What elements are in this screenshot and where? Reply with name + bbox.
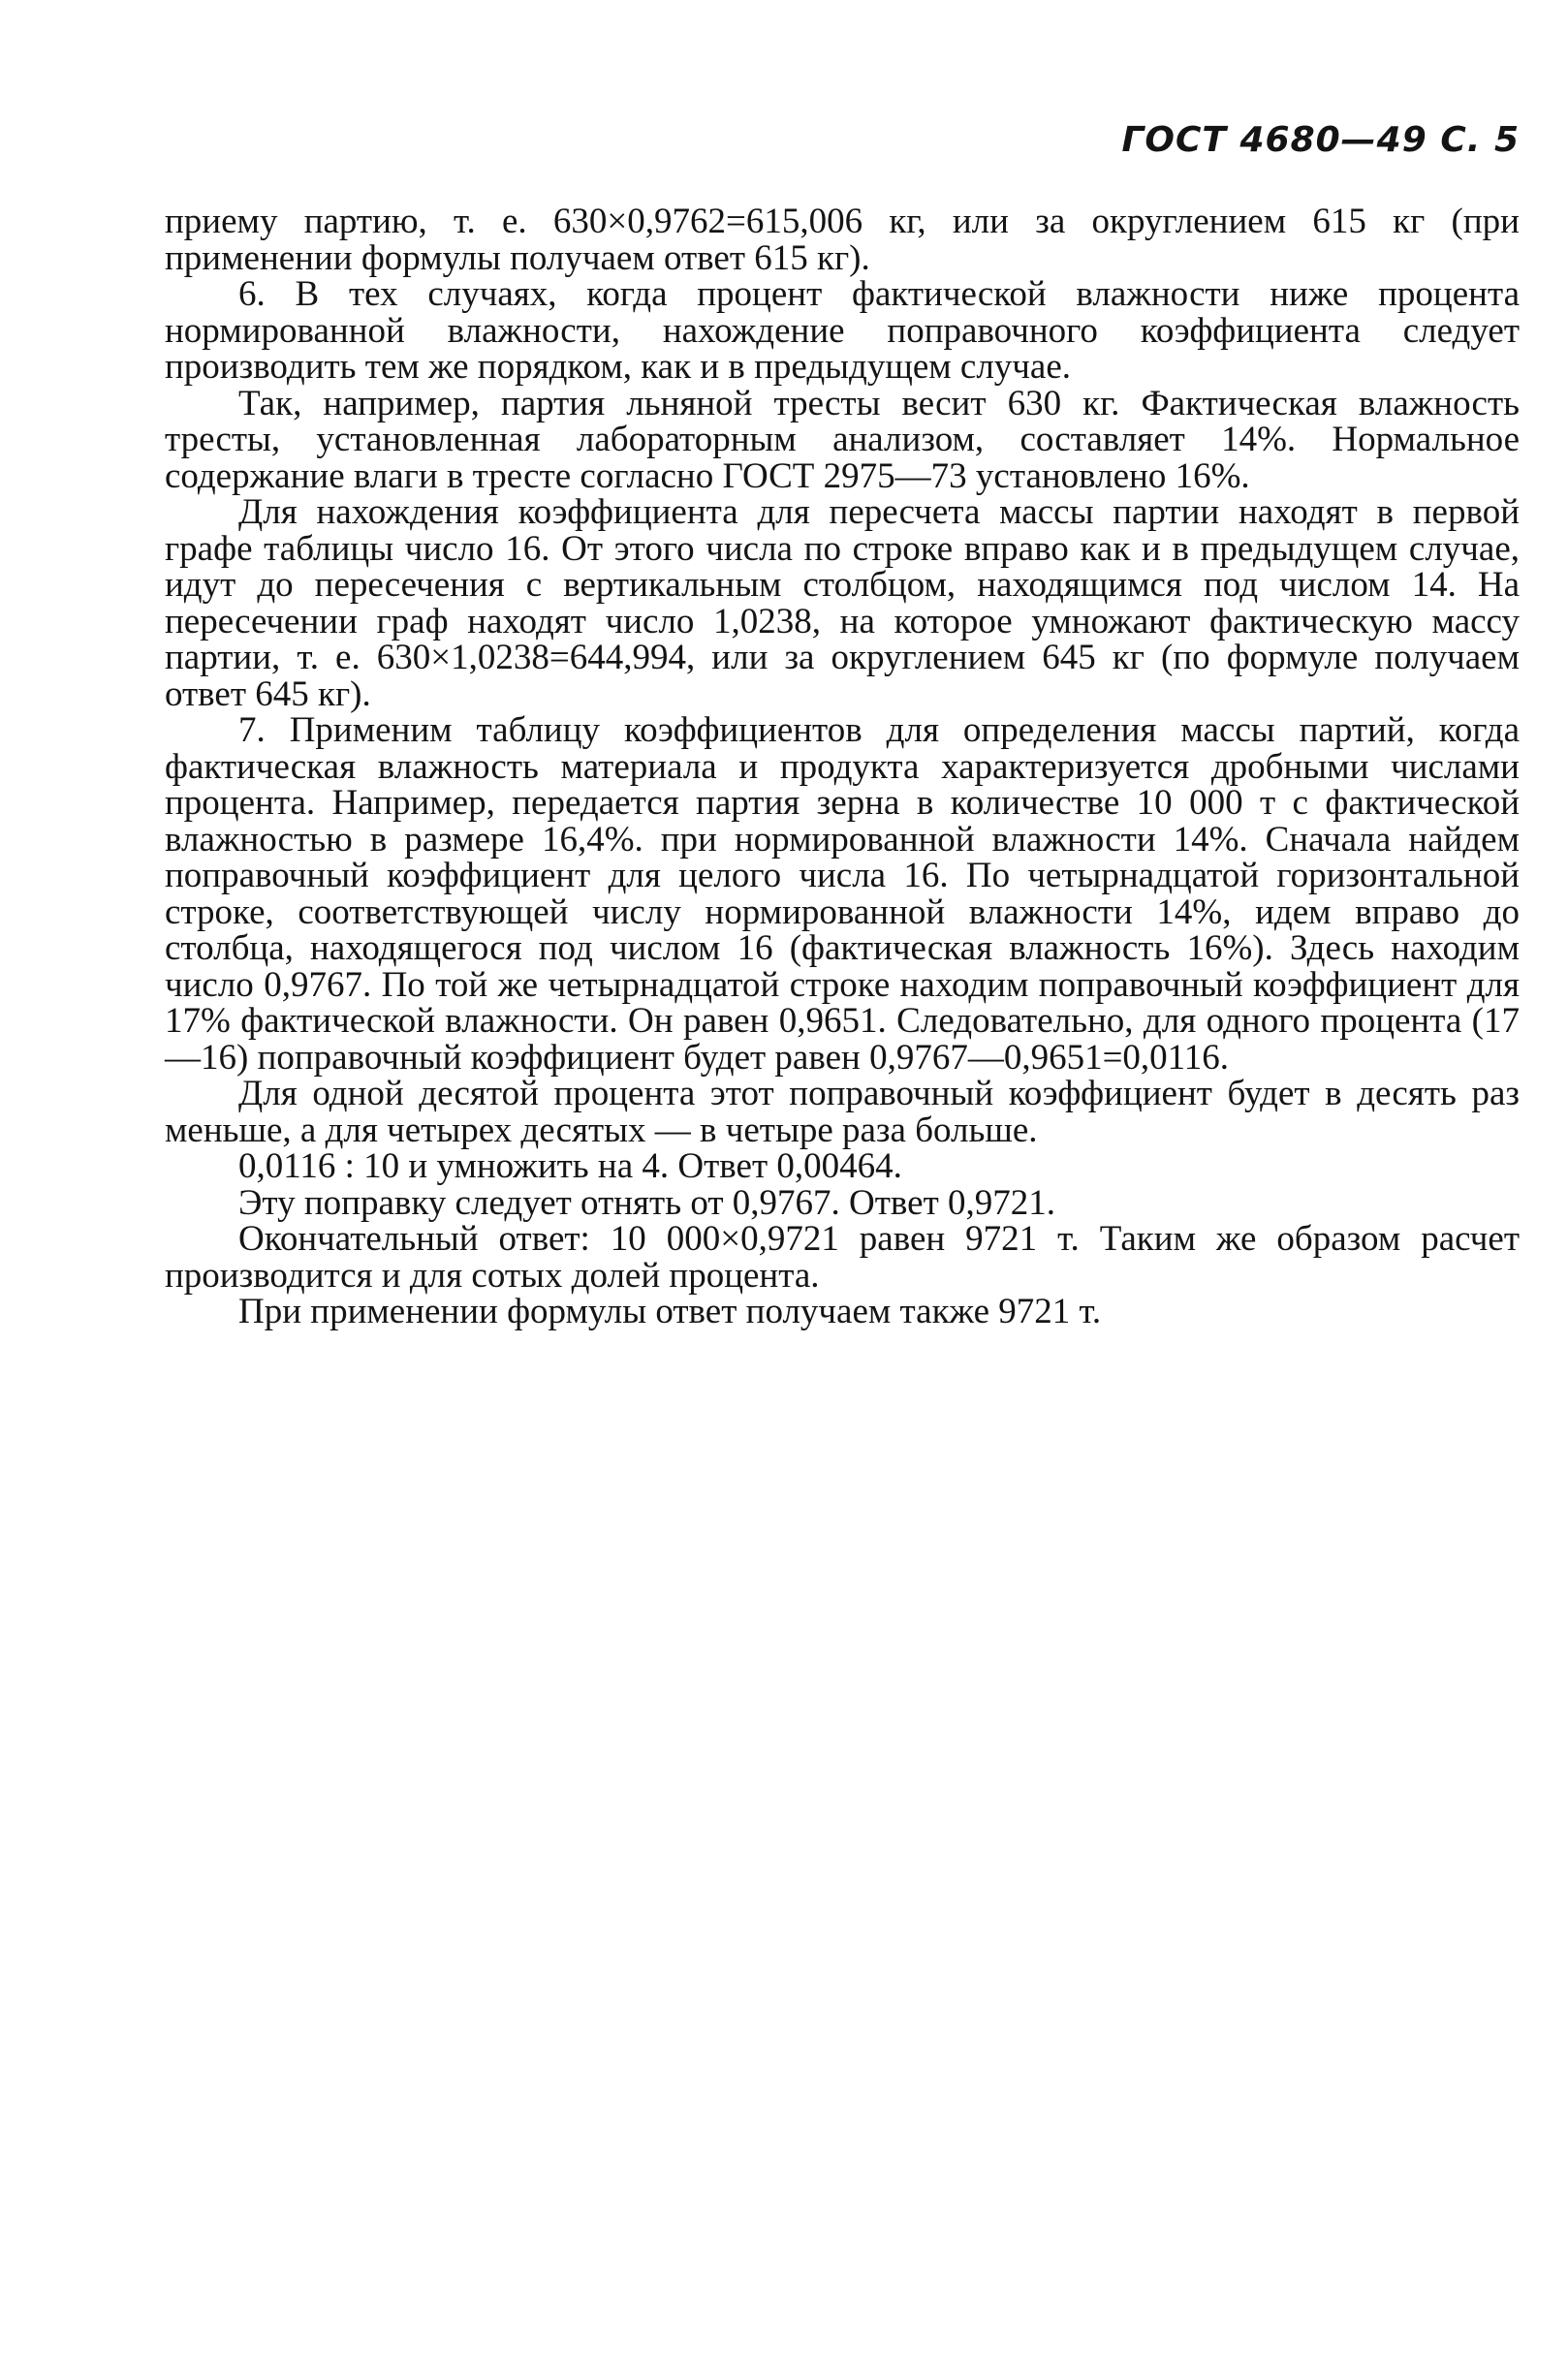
document-body — [165, 203, 1520, 1330]
paragraph-coefficient-lookup: Для нахождения коэффициента для пересчета массы партии находят в первой графе таблицы число 16. От этого числа по строке вправо как и в предыдущем случае, идут до пересечения с вертикальным столбцом, находящимся под числом 14. На пересечении граф находят число 1,0238, на которое умножают фактическую массу партии, т. е. 630×1,0238=644,994, или за округлением 645 кг (по формуле получаем ответ 645 кг). — [165, 492, 1520, 714]
paragraph-item-6: 6. В тех случаях, когда процент фактической влажности ниже процента нормированной влажности, нахождение поправочного коэффициента следует производить тем же порядком, как и в предыдущем случае. — [165, 274, 1520, 387]
paragraph-tenth-percent: Для одной десятой процента этот поправочный коэффициент будет в десять раз меньше, а для четырех десятых — в четыре раза больше. — [165, 1074, 1520, 1150]
paragraph-calculation: 0,0116 : 10 и умножить на 4. Ответ 0,00464. — [238, 1146, 902, 1186]
page-header: ГОСТ 4680—49 С. 5 — [1121, 120, 1520, 160]
paragraph-formula-answer: При применении формулы ответ получаем также 9721 т. — [238, 1292, 1102, 1331]
paragraph-item-7: 7. Применим таблицу коэффициентов для определения массы партий, когда фактическая влажность материала и продукта характеризуется дробными числами процента. Например, передается партия зерна в количестве 10 000 т с фактической влажностью в размере 16,4%. при нормированной влажности 14%. Сначала найдем поправочный коэффициент для целого числа 16. По четырнадцатой горизонтальной строке, соответствующей числу нормированной влажности 14%, идем вправо до столбца, находящегося под числом 16 (фактическая влажность 16%). Здесь находим число 0,9767. По той же четырнадцатой строке находим поправочный коэффициент для 17% фактической влажности. Он равен 0,9651. Следовательно, для одного процента (17—16) поправочный коэффициент будет равен 0,9767—0,9651=0,0116. — [165, 710, 1520, 1078]
paragraph-correction: Эту поправку следует отнять от 0,9767. Ответ 0,9721. — [238, 1182, 1056, 1223]
paragraph-example-flax: Так, например, партия льняной тресты весит 630 кг. Фактическая влажность тресты, установленная лабораторным анализом, составляет 14%. Нормальное содержание влаги в тресте согласно ГОСТ 2975—73 установлено 16%. — [165, 383, 1520, 496]
paragraph-final-answer: Окончательный ответ: 10 000×0,9721 равен 9721 т. Таким же образом расчет производится и для сотых долей процента. — [165, 1219, 1520, 1296]
paragraph-continuation: приему партию, т. е. 630×0,9762=615,006 кг, или за округлением 615 кг (при применении формулы получаем ответ 615 кг). — [165, 202, 1520, 278]
